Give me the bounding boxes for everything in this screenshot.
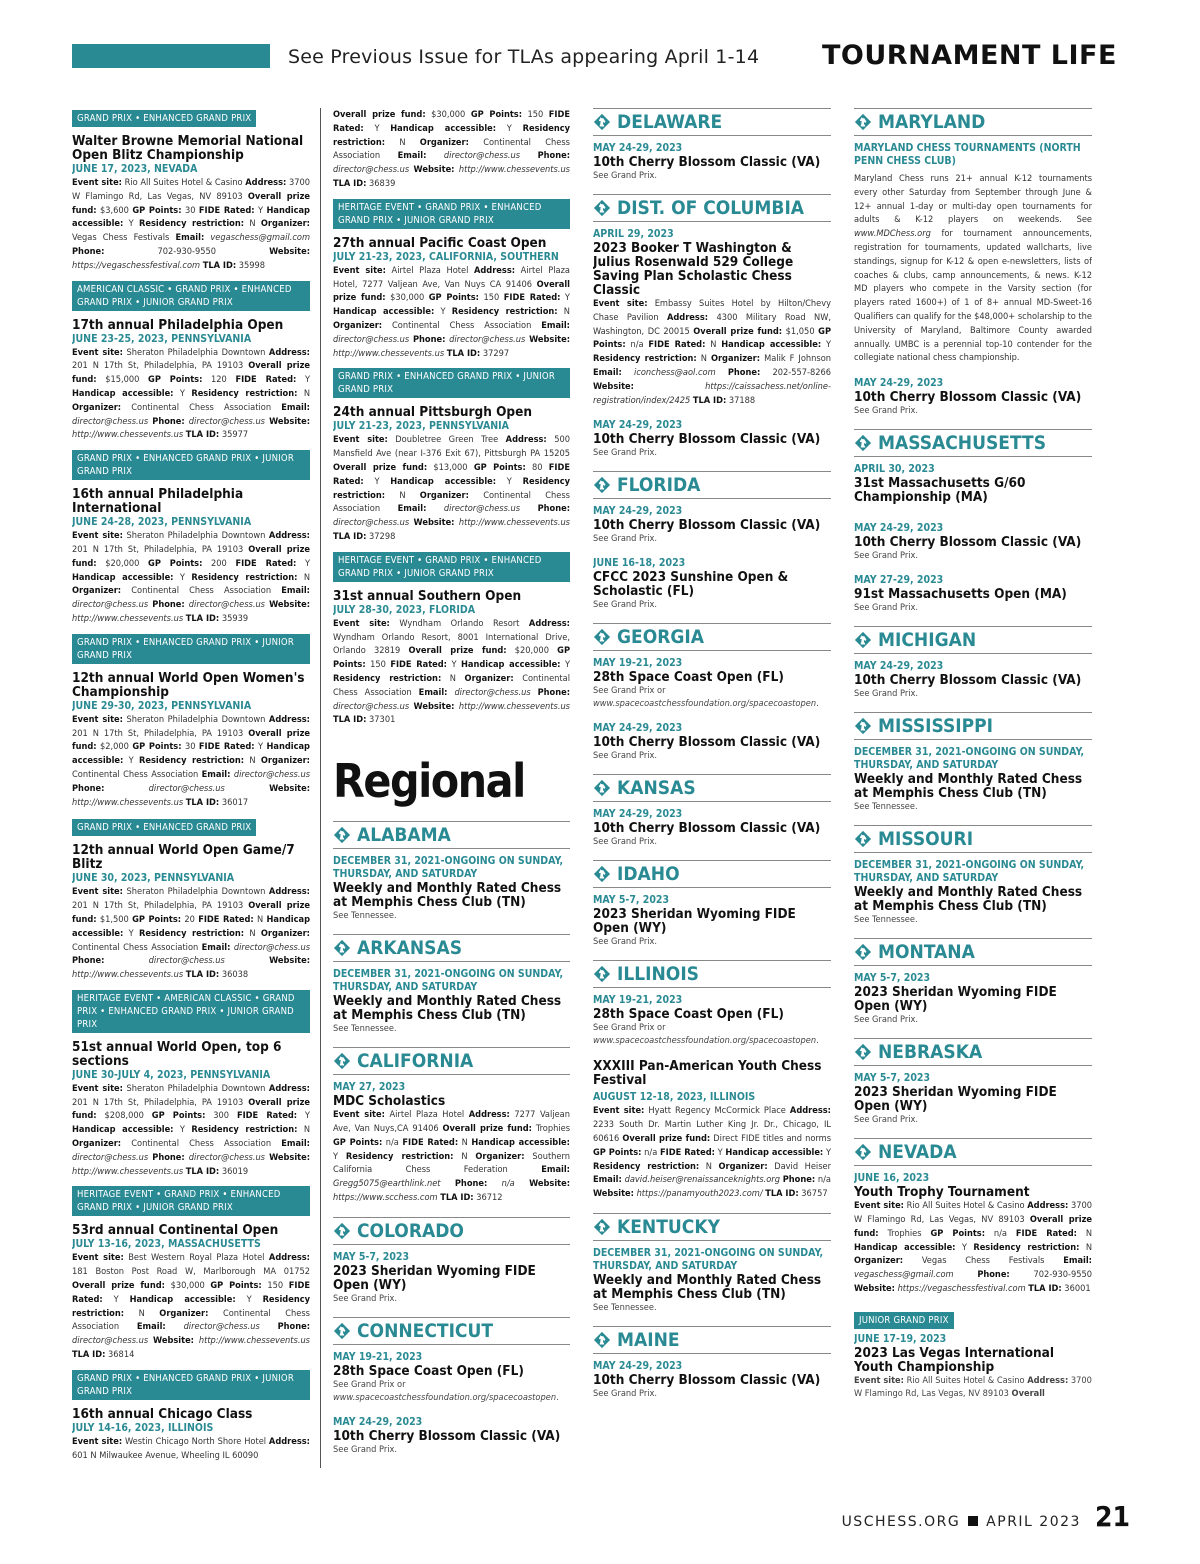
event-date: MAY 5-7, 2023 [333, 1250, 410, 1263]
event-title[interactable]: 91st Massachusetts Open (MA) [854, 586, 1067, 603]
event-category-tag: GRAND PRIX • ENHANCED GRAND PRIX • JUNIOR GRAND PRIX [333, 368, 570, 398]
state-name: KANSAS [617, 777, 696, 800]
event-date: JUNE 16, 2023 [854, 1172, 930, 1185]
event-title[interactable]: 31st annual Southern Open [333, 587, 522, 604]
event-title[interactable]: CFCC 2023 Sunshine Open & Scholastic (FL) [593, 569, 789, 600]
event-title[interactable]: 10th Cherry Blossom Classic (VA) [854, 672, 1082, 689]
event-date: DECEMBER 31, 2021-ONGOING ON SUNDAY, THURSDAY, AND SATURDAY [593, 1246, 824, 1272]
chess-knight-icon [333, 1322, 351, 1340]
column-divider [320, 108, 321, 1468]
state-name: CALIFORNIA [357, 1050, 474, 1073]
event-details: See Tennessee. [854, 801, 918, 813]
event-category-tag: JUNIOR GRAND PRIX [854, 1312, 954, 1329]
event-date: MAY 24-29, 2023 [854, 660, 944, 673]
event-title[interactable]: 2023 Sheridan Wyoming FIDE Open (WY) [333, 1262, 536, 1293]
chess-knight-icon [333, 1222, 351, 1240]
chess-knight-icon [333, 1052, 351, 1070]
event-date: MAY 24-29, 2023 [854, 377, 944, 390]
event-details: Event site: Airtel Plaza Hotel Address: 7277 Valjean Ave, Van Nuys,CA 91406 Overall prize fund: Trophies GP Points: n/a FIDE Rated: N Handicap accessible: Y Residency restriction: N Organizer: Southern California Chess Federation Email: Gregg5075@earthlink.net Phone: n/a Website: https://www.scchess.com TLA ID: 36712 [333, 1109, 570, 1203]
event-category-tag: HERITAGE EVENT • AMERICAN CLASSIC • GRAND PRIX • ENHANCED GRAND PRIX • JUNIOR GRAND PRIX [72, 990, 310, 1033]
event-title[interactable]: 53rd annual Continental Open [72, 1222, 279, 1239]
event-details: Event site: Wyndham Orlando Resort Address: Wyndham Orlando Resort, 8001 International Drive, Orlando 32819 Overall prize fund: $20,000 GP Points: 150 FIDE Rated: Y Handicap accessible: Y Residency restriction: N Organizer: Continental Chess Association Email: director@chess.us Phone: director@chess.us Website: http://www.chessevents.us TLA ID: 37301 [333, 617, 570, 726]
state-heading [593, 623, 831, 651]
state-heading [593, 108, 831, 136]
event-date: JULY 13-16, 2023, MASSACHUSETTS [72, 1238, 261, 1251]
state-name: FLORIDA [617, 474, 701, 497]
chess-knight-icon [854, 631, 872, 649]
state-name: ARKANSAS [357, 937, 463, 960]
event-date: DECEMBER 31, 2021-ONGOING ON SUNDAY, THURSDAY, AND SATURDAY [333, 855, 564, 881]
event-date: DECEMBER 31, 2021-ONGOING ON SUNDAY, THURSDAY, AND SATURDAY [333, 968, 564, 994]
event-category-tag: AMERICAN CLASSIC • GRAND PRIX • ENHANCED GRAND PRIX • JUNIOR GRAND PRIX [72, 281, 310, 311]
event-details: See Tennessee. [333, 1023, 397, 1035]
event-date: JUNE 16-18, 2023 [593, 557, 686, 570]
event-title[interactable]: 10th Cherry Blossom Classic (VA) [854, 534, 1082, 551]
state-heading [333, 1047, 570, 1075]
event-date: MAY 24-29, 2023 [593, 722, 683, 735]
event-title[interactable]: Weekly and Monthly Rated Chess at Memphis Chess Club (TN) [333, 993, 562, 1024]
event-details: Event site: Sheraton Philadelphia Downtown Address: 201 N 17th St, Philadelphia, PA 19103 Overall prize fund: $208,000 GP Points: 300 FIDE Rated: Y Handicap accessible: Y Residency restriction: N Organizer: Continental Chess Association Email: director@chess.us Phone: director@chess.us Website: http://www.chessevents.us TLA ID: 36019 [72, 1082, 310, 1177]
event-date: DECEMBER 31, 2021-ONGOING ON SUNDAY, THURSDAY, AND SATURDAY [854, 746, 1085, 772]
footer-issue: APRIL 2023 [986, 1514, 1081, 1530]
state-name: ILLINOIS [617, 963, 699, 986]
event-date: JUNE 17-19, 2023 [854, 1332, 947, 1345]
event-title[interactable]: 2023 Sheridan Wyoming FIDE Open (WY) [854, 1084, 1057, 1115]
tla-entry [72, 1186, 310, 1361]
event-title[interactable]: 31st Massachusetts G/60 Championship (MA) [854, 475, 1026, 506]
event-date: MAY 24-29, 2023 [593, 142, 683, 154]
event-date: JULY 14-16, 2023, ILLINOIS [72, 1421, 214, 1434]
state-name: MAINE [617, 1328, 680, 1351]
state-heading [593, 960, 831, 988]
event-title[interactable]: 16th annual Philadelphia International [72, 486, 244, 517]
event-details: Event site: Embassy Suites Hotel by Hilton/Chevy Chase Pavilion Address: 4300 Military Road NW, Washington, DC 20015 Overall prize fund: $1,050 GP Points: n/a FIDE Rated: N Handicap accessible: Y Residency restriction: N Organizer: Malik F Johnson Email: iconchess@aol.com Phone: 202-557-8266 Website: https://caissachess.net/online-registration/index/2425 TLA ID: 37188 [593, 298, 831, 406]
event-details: See Grand Prix. [593, 836, 658, 848]
event-date: MAY 5-7, 2023 [854, 1072, 931, 1085]
event-details: See Grand Prix or www.spacecoastchessfoundation.org/spacecoastopen. [593, 685, 819, 710]
event-title[interactable]: Youth Trophy Tournament [854, 1184, 1030, 1201]
event-details: Event site: Hyatt Regency McCormick Place Address: 2233 South Dr. Martin Luther King Jr. Dr., Chicago, IL 60616 Overall prize fund: Direct FIDE titles and norms GP Points: n/a FIDE Rated: Y Handicap accessible: Y Residency restriction: N Organizer: David Heiser Email: david.heiser@renaissanceknights.org Phone: n/a Website: https://panamyouth2023.com/ TLA ID: 36757 [593, 1105, 831, 1200]
event-title[interactable]: 2023 Las Vegas International Youth Championship [854, 1344, 1055, 1375]
event-category-tag: HERITAGE EVENT • GRAND PRIX • ENHANCED GRAND PRIX • JUNIOR GRAND PRIX [333, 199, 570, 229]
event-date: MAY 27-29, 2023 [854, 574, 944, 587]
event-date: MAY 24-29, 2023 [593, 419, 683, 432]
header-accent-bar [72, 44, 270, 68]
event-category-tag: GRAND PRIX • ENHANCED GRAND PRIX [72, 819, 256, 836]
section-title: TOURNAMENT LIFE [822, 40, 1117, 71]
event-title[interactable]: 28th Space Coast Open (FL) [593, 1006, 784, 1023]
state-name: IDAHO [617, 863, 680, 886]
state-heading [854, 626, 1092, 654]
state-heading [333, 1317, 570, 1345]
state-name: DELAWARE [617, 111, 723, 133]
event-title[interactable]: 24th annual Pittsburgh Open [333, 404, 533, 421]
event-details: See Tennessee. [333, 910, 397, 922]
state-name: MISSOURI [878, 828, 974, 851]
tla-entry [72, 990, 310, 1179]
event-details: See Grand Prix or www.spacecoastchessfoundation.org/spacecoastopen. [593, 1022, 819, 1047]
event-title[interactable]: 2023 Booker T Washington & Julius Rosenwald 529 College Saving Plan Scholastic Chess Classic [593, 240, 794, 298]
event-details: Event site: Best Western Royal Plaza Hotel Address: 181 Boston Post Road W, Marlborough MA 01752 Overall prize fund: $30,000 GP Points: 150 FIDE Rated: Y Handicap accessible: Y Residency restriction: N Organizer: Continental Chess Association Email: director@chess.us Phone: director@chess.us Website: http://www.chessevents.us TLA ID: 36814 [72, 1252, 310, 1361]
state-name: MONTANA [878, 941, 975, 964]
event-details: Event site: Sheraton Philadelphia Downtown Address: 201 N 17th St, Philadelphia, PA 19103 Overall prize fund: $2,000 GP Points: 30 FIDE Rated: Y Handicap accessible: Y Residency restriction: N Organizer: Continental Chess Association Email: director@chess.us Phone: director@chess.us Website: http://www.chessevents.us TLA ID: 36017 [72, 713, 310, 808]
tla-entry [72, 108, 310, 273]
event-title[interactable]: 10th Cherry Blossom Classic (VA) [593, 1371, 821, 1388]
event-details: See Grand Prix. [593, 533, 658, 545]
event-title[interactable]: 10th Cherry Blossom Classic (VA) [593, 154, 821, 170]
event-date: JUNE 24-28, 2023, PENNSYLVANIA [72, 516, 252, 529]
state-heading [333, 1217, 570, 1245]
event-details: See Grand Prix. [593, 447, 658, 459]
event-details: See Tennessee. [854, 914, 918, 926]
event-details: Event site: Rio All Suites Hotel & Casino Address: 3700 W Flamingo Rd, Las Vegas, NV 89103 Overall prize fund: Trophies GP Points: n/a FIDE Rated: N Handicap accessible: Y Residency restriction: N Organizer: Vegas Chess Festivals Email: vegaschess@gmail.com Phone: 702-930-9550 Website: https://vegaschessfestival.com TLA ID: 36001 [854, 1200, 1092, 1294]
event-details: See Grand Prix. [593, 170, 658, 181]
event-date: MAY 19-21, 2023 [593, 994, 683, 1007]
event-details: Event site: Sheraton Philadelphia Downtown Address: 201 N 17th St, Philadelphia, PA 19103 Overall prize fund: $1,500 GP Points: 20 FIDE Rated: N Handicap accessible: Y Residency restriction: N Organizer: Continental Chess Association Email: director@chess.us Phone: director@chess.us Website: http://www.chessevents.us TLA ID: 36038 [72, 886, 310, 981]
event-date: MAY 24-29, 2023 [593, 1359, 683, 1372]
chess-knight-icon [333, 939, 351, 957]
event-title[interactable]: 12th annual World Open Game/7 Blitz [72, 842, 295, 873]
tla-entry [72, 281, 310, 443]
event-details: See Grand Prix. [854, 688, 919, 700]
event-details: See Grand Prix. [854, 1014, 919, 1026]
event-title[interactable]: 28th Space Coast Open (FL) [593, 669, 784, 686]
state-name: MARYLAND [878, 111, 986, 133]
event-date: APRIL 29, 2023 [593, 228, 674, 240]
state-heading [593, 471, 831, 499]
chess-knight-icon [593, 1218, 611, 1236]
chess-knight-icon [593, 1331, 611, 1349]
page-footer [842, 1500, 1130, 1533]
state-name: NEBRASKA [878, 1041, 983, 1064]
state-heading [854, 1138, 1092, 1166]
state-name: DIST. OF COLUMBIA [617, 197, 805, 219]
event-date: JUNE 30-JULY 4, 2023, PENNSYLVANIA [72, 1068, 271, 1081]
event-details: Overall prize fund: $30,000 GP Points: 150 FIDE Rated: Y Handicap accessible: Y Residency restriction: N Organizer: Continental Chess Association Email: director@chess.us Phone: director@chess.us Website: http://www.chessevents.us TLA ID: 36839 [333, 109, 570, 189]
event-date: JUNE 17, 2023, NEVADA [72, 163, 198, 175]
state-name: CONNECTICUT [357, 1319, 494, 1342]
event-details: Event site: Sheraton Philadelphia Downtown Address: 201 N 17th St, Philadelphia, PA 19103 Overall prize fund: $15,000 GP Points: 120 FIDE Rated: Y Handicap accessible: Y Residency restriction: N Organizer: Continental Chess Association Email: director@chess.us Phone: director@chess.us Website: http://www.chessevents.us TLA ID: 35977 [72, 346, 310, 441]
state-intro-text: Maryland Chess runs 21+ annual K-12 tournaments every other Saturday from September through June & 12+ annual 1-day or multi-day open tournaments for adults & K-12 players on weekends. See www.MDChess.org for tournament announcements, registration for tournaments, updated wallcharts, live standings, signup for K-12 & open e-newsletters, lists of coaches & clubs, camp announcements, & news. K-12 MD players who compete in the Varsity section (for players rated 1600+) of 1 of 8+ annual MD-Sweet-16 Qualifiers can qualify for the $48,000+ scholarship to the University of Maryland, Baltimore County awarded annually. UMBC is a perennial top-10 contender for the collegiate national chess championship. [854, 173, 1092, 364]
event-title[interactable]: Walter Browne Memorial National Open Blitz Championship [72, 133, 304, 163]
footer-site: USCHESS.ORG [841, 1514, 961, 1530]
tla-entry [72, 634, 310, 810]
event-date: MAY 5-7, 2023 [854, 972, 931, 985]
event-title[interactable]: Weekly and Monthly Rated Chess at Memphis Chess Club (TN) [854, 884, 1083, 915]
state-name: GEORGIA [617, 626, 705, 649]
regional-heading: Regional [333, 754, 525, 809]
event-date: MAY 24-29, 2023 [593, 505, 683, 518]
column-4 [854, 108, 1092, 1468]
event-date: MAY 19-21, 2023 [593, 657, 683, 670]
event-date: MAY 19-21, 2023 [333, 1350, 423, 1363]
event-date: MAY 24-29, 2023 [854, 522, 944, 535]
event-details: See Grand Prix. [593, 936, 658, 948]
tla-entry [72, 1370, 310, 1463]
event-date: MAY 27, 2023 [333, 1081, 406, 1094]
event-details: See Grand Prix. [854, 602, 919, 614]
event-title[interactable]: XXXIII Pan-American Youth Chess Festival [593, 1058, 822, 1089]
event-title[interactable]: 12th annual World Open Women's Championship [72, 669, 305, 700]
state-intro-heading: MARYLAND CHESS TOURNAMENTS (NORTH PENN CHESS CLUB) [854, 142, 1081, 167]
header-note: See Previous Issue for TLAs appearing April 1-14 [288, 46, 760, 68]
chess-knight-icon [854, 717, 872, 735]
event-date: JULY 21-23, 2023, CALIFORNIA, SOUTHERN [333, 250, 559, 263]
chess-knight-icon [593, 965, 611, 983]
event-details: Event site: Doubletree Green Tree Address: 500 Mansfield Ave (near I-376 Exit 67), Pittsburgh PA 15205 Overall prize fund: $13,000 GP Points: 80 FIDE Rated: Y Handicap accessible: Y Residency restriction: N Organizer: Continental Chess Association Email: director@chess.us Phone: director@chess.us Website: http://www.chessevents.us TLA ID: 37298 [333, 434, 570, 542]
event-title[interactable]: 16th annual Chicago Class [72, 1405, 253, 1422]
chess-knight-icon [854, 1143, 872, 1161]
event-details: Event site: Rio All Suites Hotel & Casino Address: 3700 W Flamingo Rd, Las Vegas, NV 89103 Overall [854, 1374, 1092, 1399]
state-heading [593, 860, 831, 888]
state-name: MICHIGAN [878, 629, 977, 652]
state-heading [854, 712, 1092, 740]
event-details: Event site: Sheraton Philadelphia Downtown Address: 201 N 17th St, Philadelphia, PA 19103 Overall prize fund: $20,000 GP Points: 200 FIDE Rated: Y Handicap accessible: Y Residency restriction: N Organizer: Continental Chess Association Email: director@chess.us Phone: director@chess.us Website: http://www.chessevents.us TLA ID: 35939 [72, 530, 310, 624]
event-details: Event site: Rio All Suites Hotel & Casino Address: 3700 W Flamingo Rd, Las Vegas, NV 89103 Overall prize fund: $3,600 GP Points: 30 FIDE Rated: Y Handicap accessible: Y Residency restriction: N Organizer: Vegas Chess Festivals Email: vegaschess@gmail.com Phone: 702-930-9550 Website: https://vegaschessfestival.com TLA ID: 35998 [72, 177, 310, 271]
event-date: DECEMBER 31, 2021-ONGOING ON SUNDAY, THURSDAY, AND SATURDAY [854, 859, 1085, 885]
event-details: See Grand Prix. [593, 1387, 658, 1399]
event-title[interactable]: 10th Cherry Blossom Classic (VA) [333, 1427, 561, 1444]
page-number: 21 [1094, 1500, 1130, 1533]
chess-knight-icon [593, 113, 611, 131]
event-category-tag: GRAND PRIX • ENHANCED GRAND PRIX • JUNIOR GRAND PRIX [72, 634, 310, 664]
event-date: MAY 5-7, 2023 [593, 894, 670, 907]
event-title[interactable]: 17th annual Philadelphia Open [72, 316, 284, 333]
event-date: AUGUST 12-18, 2023, ILLINOIS [593, 1091, 756, 1104]
event-details: See Grand Prix. [854, 405, 919, 417]
event-title[interactable]: MDC Scholastics [333, 1093, 446, 1110]
event-category-tag: GRAND PRIX • ENHANCED GRAND PRIX [72, 110, 256, 127]
event-date: APRIL 30, 2023 [854, 463, 935, 476]
chess-knight-icon [854, 434, 872, 452]
event-category-tag: GRAND PRIX • ENHANCED GRAND PRIX • JUNIOR GRAND PRIX [72, 1370, 310, 1400]
event-title[interactable]: 10th Cherry Blossom Classic (VA) [593, 431, 821, 448]
state-name: MISSISSIPPI [878, 715, 994, 738]
chess-knight-icon [593, 779, 611, 797]
event-title[interactable]: 2023 Sheridan Wyoming FIDE Open (WY) [593, 906, 796, 937]
tla-entry [72, 817, 310, 982]
state-heading [593, 1326, 831, 1354]
chess-knight-icon [854, 830, 872, 848]
event-date: JUNE 29-30, 2023, PENNSYLVANIA [72, 699, 252, 712]
state-heading [854, 108, 1092, 136]
state-heading [854, 938, 1092, 966]
tla-entry [72, 450, 310, 626]
state-heading [593, 774, 831, 802]
event-date: MAY 24-29, 2023 [333, 1415, 423, 1428]
event-details: See Grand Prix. [593, 750, 658, 762]
state-heading [854, 429, 1092, 457]
state-heading [333, 821, 570, 849]
state-name: NEVADA [878, 1141, 957, 1164]
event-details: Event site: Airtel Plaza Hotel Address: Airtel Plaza Hotel, 7277 Valjean Ave, Van Nuys CA 91406 Overall prize fund: $30,000 GP Points: 150 FIDE Rated: Y Handicap accessible: Y Residency restriction: N Organizer: Continental Chess Association Email: director@chess.us Phone: director@chess.us Website: http://www.chessevents.us TLA ID: 37297 [333, 264, 570, 359]
chess-knight-icon [854, 113, 872, 131]
state-name: KENTUCKY [617, 1215, 720, 1238]
tla-entry [333, 199, 570, 361]
state-heading [854, 1038, 1092, 1066]
event-date: JUNE 30, 2023, PENNSYLVANIA [72, 872, 235, 885]
event-date: MAY 24-29, 2023 [593, 808, 683, 821]
footer-square-icon [968, 1516, 978, 1526]
event-title[interactable]: 10th Cherry Blossom Classic (VA) [593, 820, 821, 837]
state-heading [593, 1213, 831, 1241]
tla-entry [333, 552, 570, 727]
tla-entry [333, 368, 570, 543]
event-category-tag: GRAND PRIX • ENHANCED GRAND PRIX • JUNIOR GRAND PRIX [72, 450, 310, 480]
event-title[interactable]: Weekly and Monthly Rated Chess at Memphis Chess Club (TN) [333, 880, 562, 911]
column-2 [333, 108, 570, 1468]
event-title[interactable]: 10th Cherry Blossom Classic (VA) [593, 734, 821, 751]
chess-knight-icon [593, 865, 611, 883]
state-name: ALABAMA [357, 824, 451, 847]
event-title[interactable]: Weekly and Monthly Rated Chess at Memphis Chess Club (TN) [593, 1271, 822, 1302]
event-details: Event site: Westin Chicago North Shore Hotel Address: 601 N Milwaukee Avenue, Wheeling IL 60090 [72, 1435, 310, 1461]
event-title[interactable]: 10th Cherry Blossom Classic (VA) [854, 389, 1082, 406]
event-category-tag: HERITAGE EVENT • GRAND PRIX • ENHANCED GRAND PRIX • JUNIOR GRAND PRIX [333, 552, 570, 582]
event-title[interactable]: 51st annual World Open, top 6 sections [72, 1038, 282, 1069]
state-name: MASSACHUSETTS [878, 432, 1047, 455]
chess-knight-icon [593, 199, 611, 217]
event-details: See Tennessee. [593, 1301, 657, 1313]
event-details: See Grand Prix or www.spacecoastchessfoundation.org/spacecoastopen. [333, 1378, 559, 1403]
spacer [854, 504, 1092, 518]
event-details: See Grand Prix. [854, 550, 919, 562]
chess-knight-icon [333, 826, 351, 844]
event-details: See Grand Prix. [333, 1292, 398, 1304]
event-details: See Grand Prix. [593, 599, 658, 611]
chess-knight-icon [854, 1043, 872, 1061]
event-category-tag: HERITAGE EVENT • GRAND PRIX • ENHANCED GRAND PRIX • JUNIOR GRAND PRIX [72, 1186, 310, 1216]
event-details: See Grand Prix. [333, 1443, 398, 1455]
event-title[interactable]: Weekly and Monthly Rated Chess at Memphis Chess Club (TN) [854, 771, 1083, 802]
tla-entry [333, 108, 570, 191]
column-1 [72, 108, 310, 1468]
state-heading [333, 934, 570, 962]
state-name: COLORADO [357, 1219, 464, 1242]
event-date: JUNE 23-25, 2023, PENNSYLVANIA [72, 332, 252, 345]
event-title[interactable]: 27th annual Pacific Coast Open [333, 234, 547, 251]
state-heading [854, 825, 1092, 853]
chess-knight-icon [593, 476, 611, 494]
state-heading [593, 194, 831, 222]
chess-knight-icon [854, 943, 872, 961]
event-details: See Grand Prix. [854, 1114, 919, 1126]
event-date: JULY 21-23, 2023, PENNSYLVANIA [333, 420, 509, 433]
event-date: JULY 28-30, 2023, FLORIDA [333, 603, 476, 616]
column-3 [593, 108, 831, 1468]
event-title[interactable]: 28th Space Coast Open (FL) [333, 1362, 524, 1379]
event-title[interactable]: 2023 Sheridan Wyoming FIDE Open (WY) [854, 984, 1057, 1015]
event-title[interactable]: 10th Cherry Blossom Classic (VA) [593, 517, 821, 534]
chess-knight-icon [593, 628, 611, 646]
